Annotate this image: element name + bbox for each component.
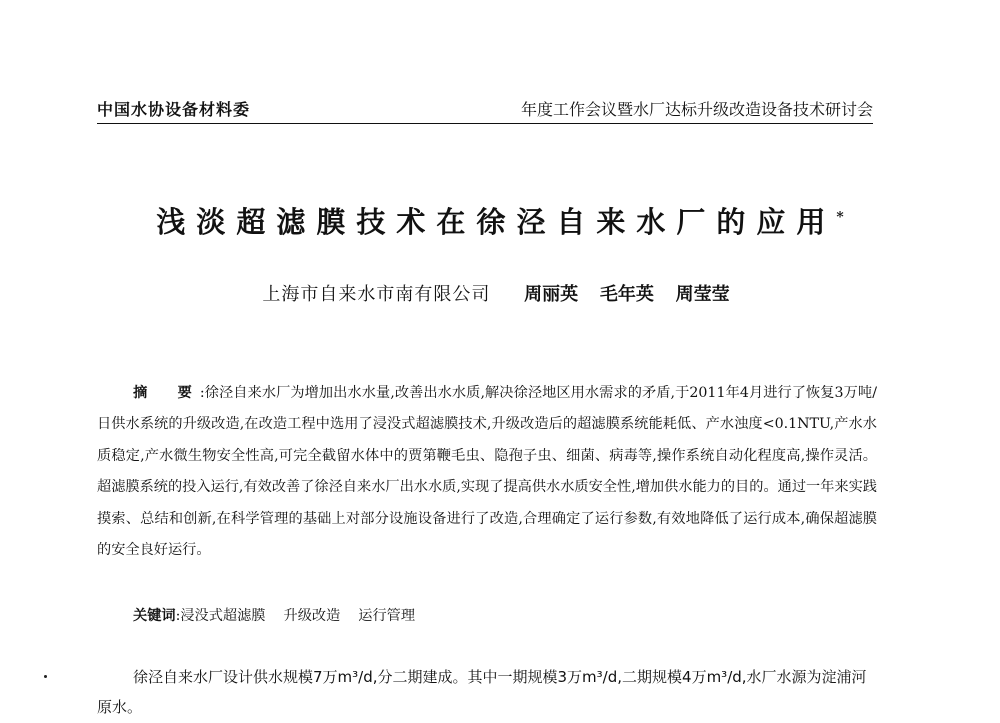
abstract-text: :徐泾自来水厂为增加出水水量,改善出水水质,解决徐泾地区用水需求的矛盾,于2011年4月进行了恢复3万吨/日供水系统的升级改造,在改造工程中选用了浸没式超滤膜技术,升级改造后的超滤膜系统能耗低、产水浊度<0.1NTU,产水水质稳定,产水微生物安全性高,可完全截留水体中的贾第鞭毛虫、隐孢子虫、细菌、病毒等,操作系统自动化程度高,操作灵活。超滤膜系统的投入运行,有效改善了徐泾自来水厂出水水质,实现了提高供水水质安全性,增加供水能力的目的。通过一年来实践摸索、总结和创新,在科学管理的基础上对部分设施设备进行了改造,合理确定了运行参数,有效地降低了运行成本,确保超滤膜的安全良好运行。 [97, 385, 877, 559]
keywords-colon: : [175, 608, 181, 624]
running-header [97, 97, 873, 124]
paper-title-text: 浅淡超滤膜技术在徐泾自来水厂的应用 [156, 205, 837, 239]
keyword-item: 浸没式超滤膜 [180, 608, 266, 624]
header-conference: 年度工作会议暨水厂达标升级改造设备技术研讨会 [520, 100, 873, 119]
author-name: 周丽英 [524, 284, 579, 305]
byline [0, 280, 1000, 306]
title-footnote-mark: * [836, 209, 844, 226]
author-affiliation: 上海市自来水市南有限公司 [262, 284, 491, 305]
abstract [97, 378, 877, 566]
keywords-label: 关键词 [133, 608, 176, 624]
keyword-item: 运行管理 [358, 608, 416, 624]
scan-speck [44, 675, 47, 678]
body-paragraph: 徐泾自来水厂设计供水规模7万m³/d,分二期建成。其中一期规模3万m³/d,二期规模4万m³/d,水厂水源为淀浦河原水。 [97, 668, 867, 716]
abstract-label: 摘 要 [133, 385, 200, 401]
author-name: 周莹莹 [675, 284, 730, 305]
keyword-item: 升级改造 [283, 608, 341, 624]
author-name: 毛年英 [599, 284, 654, 305]
header-organization: 中国水协设备材料委 [97, 100, 251, 119]
paper-title [0, 200, 1000, 241]
keywords [133, 605, 433, 625]
